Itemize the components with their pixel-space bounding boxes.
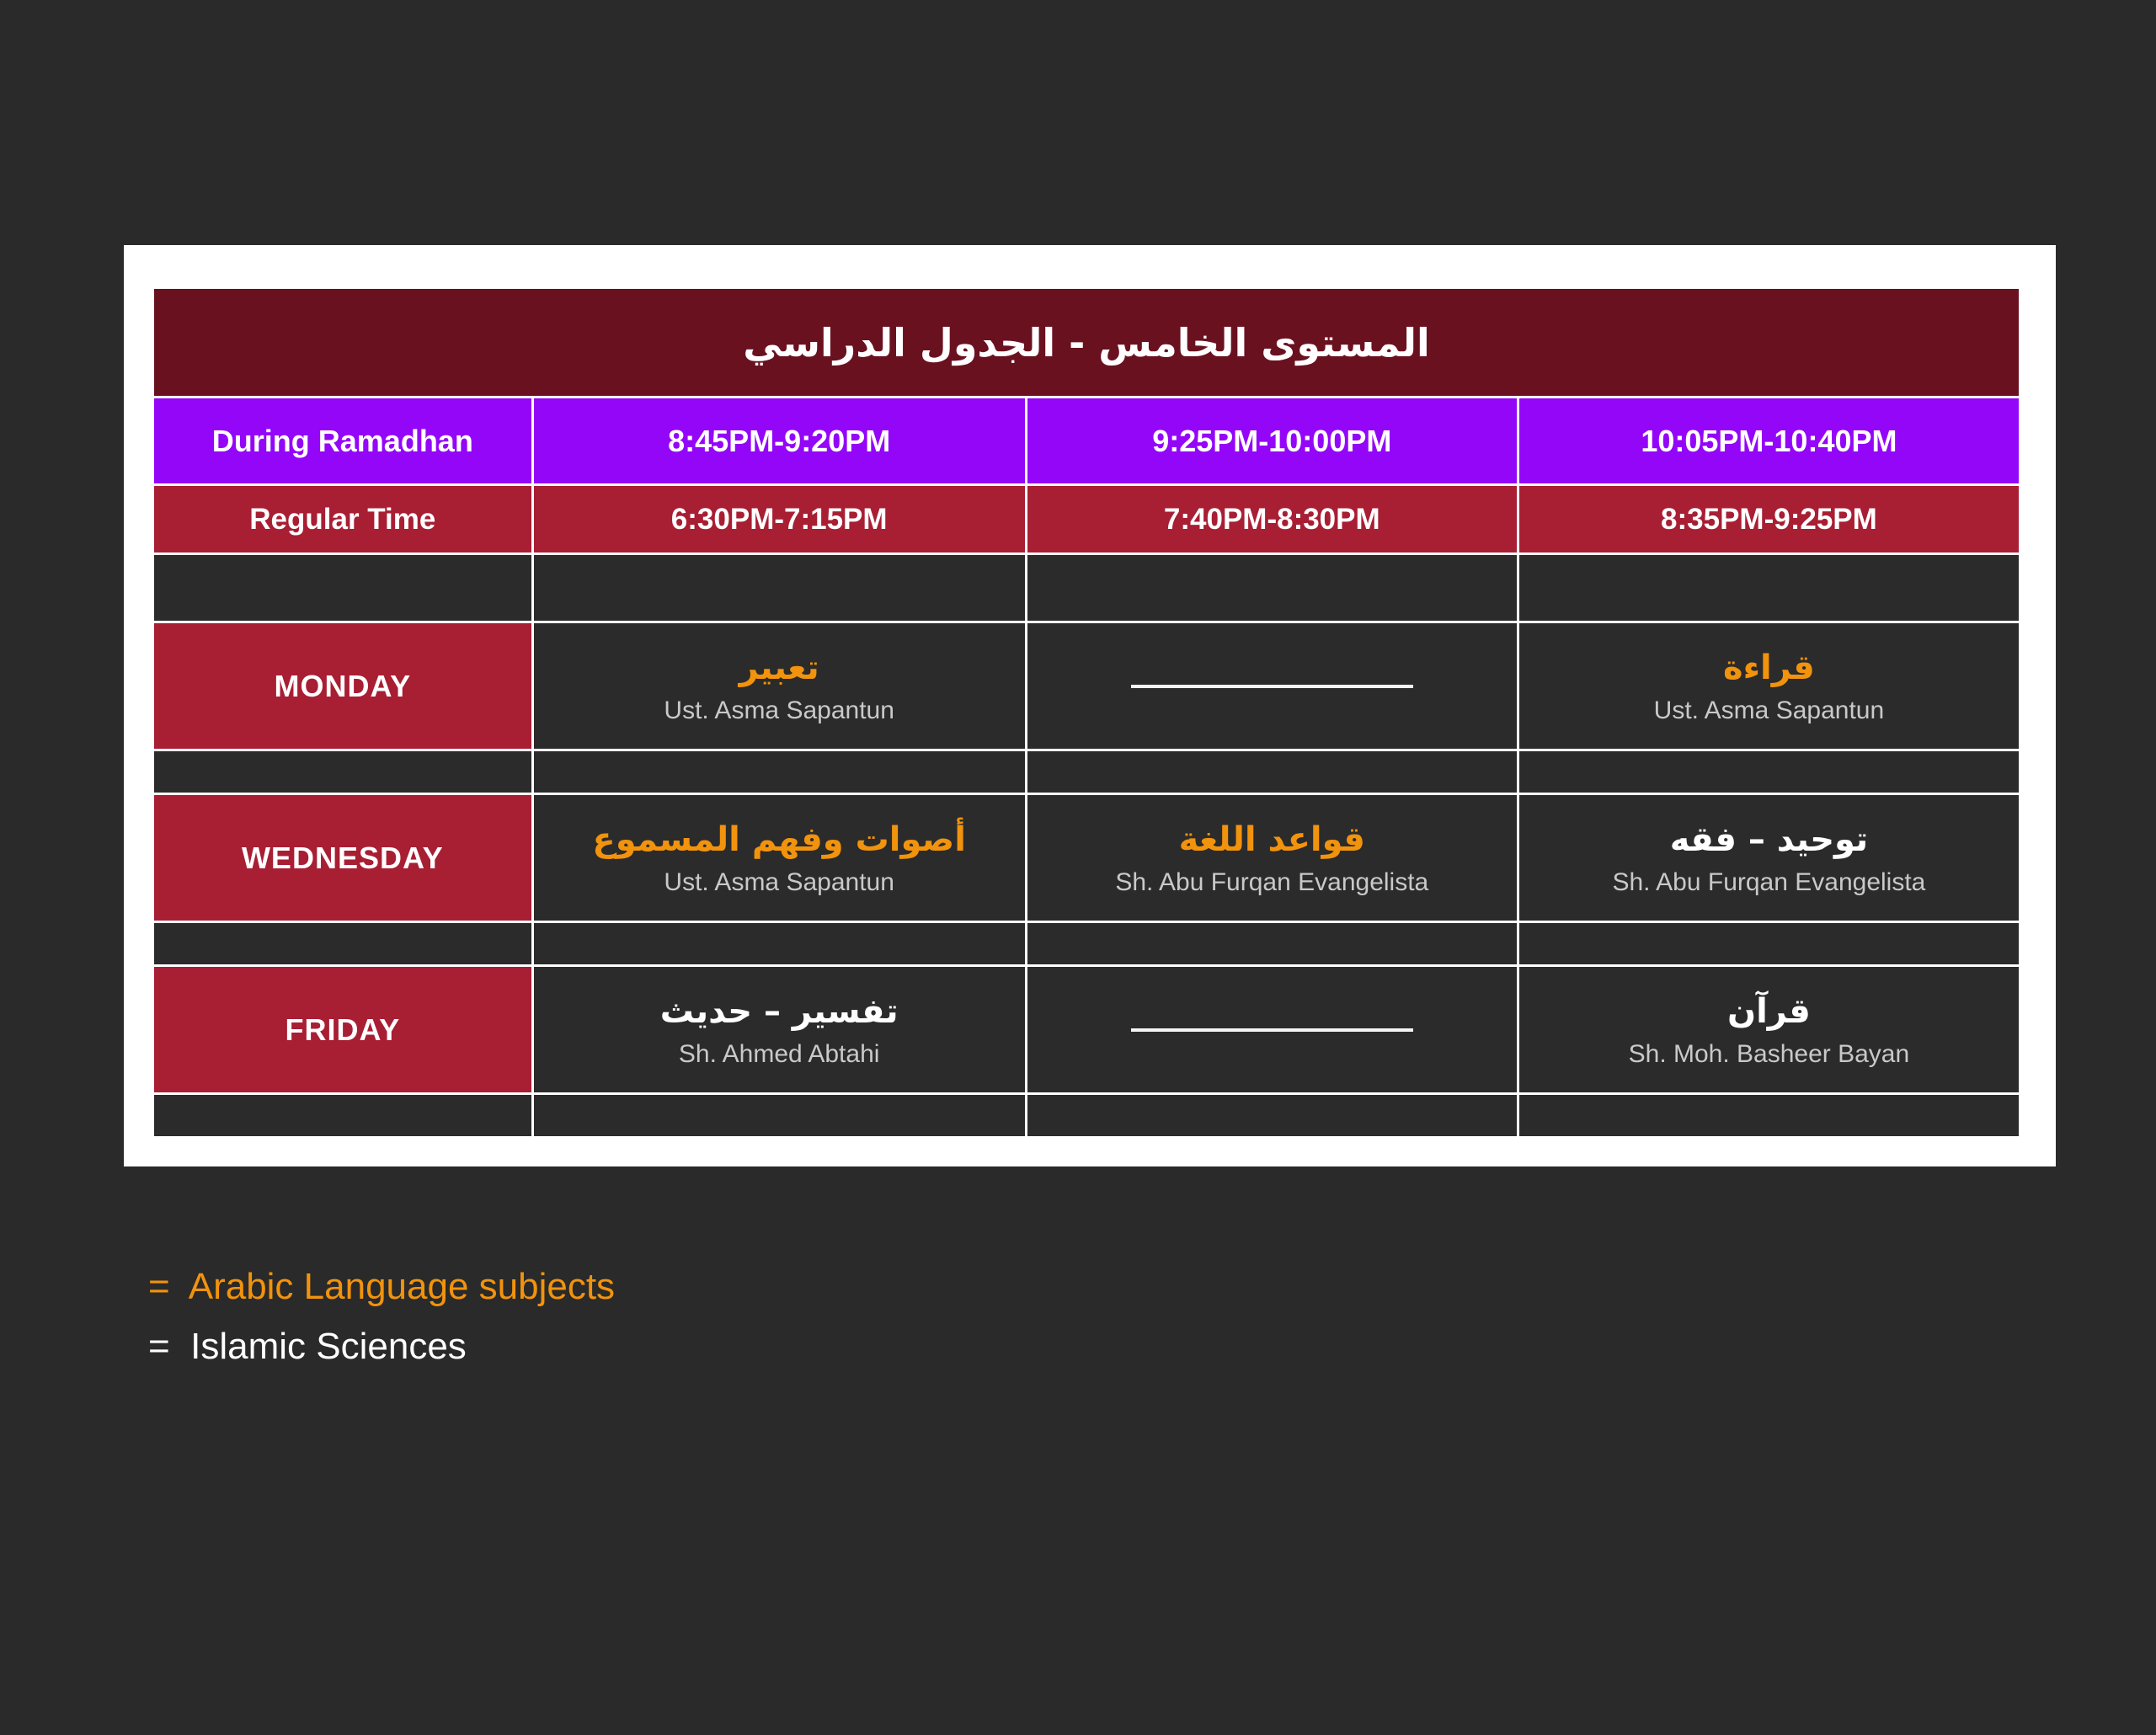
subject-name: توحيد – فقه [1669,819,1869,859]
schedule-table [152,286,2021,1139]
empty-slot-line [1131,1028,1413,1032]
subject-name: قواعد اللغة [1178,819,1365,859]
friday-slot-1 [532,966,1026,1094]
teacher-name: Sh. Abu Furqan Evangelista [1612,868,1926,896]
regular-time-slot-3: 8:35PM-9:25PM [1518,485,2020,554]
teacher-name: Sh. Ahmed Abtahi [678,1039,880,1068]
regular-time-slot-1: 6:30PM-7:15PM [532,485,1026,554]
monday-slot-2-empty [1026,622,1518,750]
regular-time-slot-2: 7:40PM-8:30PM [1026,485,1518,554]
day-label-friday: FRIDAY [153,966,533,1094]
ramadhan-time-row [153,398,2020,485]
ramadhan-time-slot-2: 9:25PM-10:00PM [1026,398,1518,485]
teacher-name: Ust. Asma Sapantun [664,696,894,724]
subject-name: أصوات وفهم المسموع [592,819,966,859]
schedule-title: المستوى الخامس - الجدول الدراسي [153,288,2020,398]
legend-islamic-sciences: = Islamic Sciences [148,1326,467,1367]
monday-slot-3 [1518,622,2020,750]
title-row [153,288,2020,398]
spacer-row [153,1094,2020,1138]
friday-slot-2-empty [1026,966,1518,1094]
spacer-row [153,750,2020,794]
regular-time-row [153,485,2020,554]
teacher-name: Ust. Asma Sapantun [1653,696,1885,724]
regular-row-label: Regular Time [153,485,533,554]
subject-name: تعبير [739,648,819,687]
monday-slot-1 [532,622,1026,750]
wednesday-slot-1 [532,794,1026,922]
wednesday-slot-3 [1518,794,2020,922]
schedule-card [124,245,2056,1166]
friday-row [153,966,2020,1094]
ramadhan-row-label: During Ramadhan [153,398,533,485]
spacer-row [153,922,2020,966]
wednesday-slot-2 [1026,794,1518,922]
legend [148,1257,615,1376]
ramadhan-time-slot-1: 8:45PM-9:20PM [532,398,1026,485]
friday-slot-3 [1518,966,2020,1094]
spacer-row [153,554,2020,622]
teacher-name: Sh. Moh. Basheer Bayan [1628,1039,1910,1068]
day-label-wednesday: WEDNESDAY [153,794,533,922]
teacher-name: Ust. Asma Sapantun [664,868,894,896]
legend-arabic-language: = Arabic Language subjects [148,1266,616,1307]
subject-name: قراءة [1722,648,1815,687]
wednesday-row [153,794,2020,922]
teacher-name: Sh. Abu Furqan Evangelista [1115,868,1429,896]
monday-row [153,622,2020,750]
day-label-monday: MONDAY [153,622,533,750]
empty-slot-line [1131,685,1413,688]
subject-name: قرآن [1726,991,1811,1031]
ramadhan-time-slot-3: 10:05PM-10:40PM [1518,398,2020,485]
subject-name: تفسير – حديث [659,991,899,1031]
